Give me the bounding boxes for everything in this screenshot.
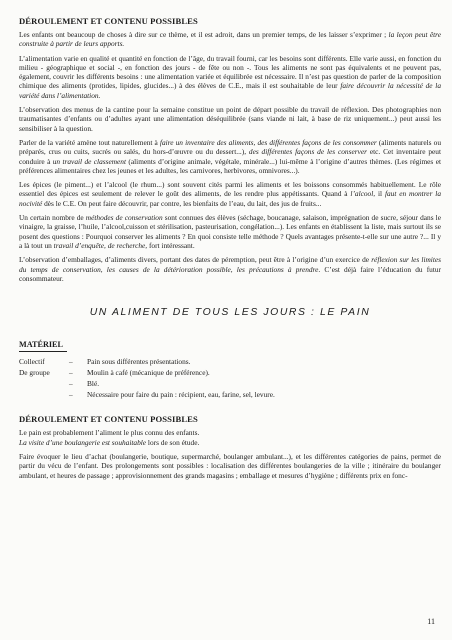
text-run: lors de son étude. bbox=[146, 437, 200, 447]
materiel-item: Nécessaire pour faire du pain : récipient, eau, farine, sel, levure. bbox=[87, 389, 275, 399]
materiel-heading: MATÉRIEL bbox=[19, 340, 63, 350]
page-content bbox=[19, 16, 441, 485]
materiel-row bbox=[19, 390, 441, 401]
emphasis-text: un travail de classement bbox=[52, 156, 127, 166]
text-run: sont connues des élèves (séchage, boucanage, salaison, imprégnation de sucre, séjour dans le vinaigre, la graisse, l’huile, l’alcool,cuisson et stérilisation, pasteurisation, congélation...). Les enfants en établissent la liste, mais surtout ils se posent des questions : Pourquoi conserver les aliments ? En quoi consiste telle méthode ? Quels avantages présente-t-elle sur une autre ?... Il y a là tout un bbox=[19, 213, 441, 250]
paragraph bbox=[19, 438, 441, 447]
emphasis-text: faire découvrir la nécessité de la variété dans l’alimentation. bbox=[19, 81, 441, 100]
materiel-label: De groupe bbox=[19, 367, 50, 377]
emphasis-text: La visite d’une boulangerie est souhaitable bbox=[19, 437, 147, 447]
materiel-item: Pain sous différentes présentations. bbox=[87, 357, 191, 367]
emphasis-text: la leçon peut être construite à partir de leurs apports. bbox=[19, 30, 441, 49]
text-run: il bbox=[375, 189, 385, 199]
paragraph bbox=[19, 105, 441, 133]
emphasis-text: des différentes façons de les conserver bbox=[248, 147, 367, 157]
materiel-row bbox=[19, 368, 441, 379]
text-run: L’observation des menus de la cantine pour la semaine constitue un point de départ possible du travail de réflexion. Des photographies non traumatisantes d’enfants ou d’adultes ayant une alimentation déséquilibrée (sans viande ni lait, à base de riz uniquement...) peut aussi les sensibiliser à la question. bbox=[19, 105, 441, 133]
paragraph bbox=[19, 255, 441, 283]
materiel-item: Moulin à café (mécanique de préférence). bbox=[87, 367, 210, 377]
materiel-label: Collectif bbox=[19, 357, 45, 367]
text-run: Faire évoquer le lieu d’achat (boulangerie, boutique, supermarché, boulanger ambulant...), et les différentes catégories de pains, permet de partir du vécu de l’enfant. Des prolongements sont possibles : localisation des différentes boulangeries de la ville ; itinéraire du boulanger ambulant, et heures de passage ; approvisionnement des grands magasins ; emballage et mesures d’hygiène ; différents prix en fonc- bbox=[19, 451, 441, 480]
emphasis-text: l’alcool, bbox=[350, 189, 376, 199]
list-dash: – bbox=[69, 378, 73, 388]
paragraph bbox=[19, 138, 441, 175]
paragraph bbox=[19, 30, 441, 49]
materiel-row bbox=[19, 379, 441, 390]
chapter-title: UN ALIMENT DE TOUS LES JOURS : LE PAIN bbox=[89, 307, 371, 319]
text-run: Les enfants ont beaucoup de choses à dire sur ce thème, et il est adroit, dans un premier temps, de les laisser s’exprimer ; bbox=[19, 30, 389, 39]
emphasis-text: faut en montrer la nocivité bbox=[19, 189, 442, 208]
text-run: Le pain est probablement l’aliment le plus connu des enfants. bbox=[19, 428, 200, 438]
materiel-row bbox=[19, 357, 441, 368]
paragraph bbox=[19, 54, 441, 100]
paragraph bbox=[19, 452, 441, 480]
paragraph bbox=[19, 213, 441, 250]
list-dash: – bbox=[69, 389, 73, 399]
section-heading: DÉROULEMENT ET CONTENU POSSIBLES bbox=[19, 16, 198, 26]
page-number: 11 bbox=[427, 617, 435, 626]
paragraph bbox=[19, 428, 441, 437]
list-dash: – bbox=[69, 357, 73, 367]
text-run: L’alimentation varie en qualité et quantité en fonction de l’âge, du travail fourni, car les besoins sont différents. Elle varie aussi, en fonction du milieu - géographique et social -, en fonction des jours - de fête ou non -. Tous les aliments ne sont pas équivalents et ne peuvent pas, également, couvrir les différents besoins : une alimentation variée et équilibrée est nécessaire. Il n’est pas question de parler de la composition chimique des aliments (protides, lipides, glucides...) à des élèves de C.E., mais il est souhaitable de leur bbox=[19, 53, 441, 91]
text-run: Un certain nombre de bbox=[19, 213, 86, 223]
paragraph bbox=[19, 180, 441, 208]
heading-underline bbox=[19, 351, 67, 352]
text-run: Les épices (le piment...) et l’alcool (le rhum...) sont souvent cités parmi les aliments et les boissons consommés habituellement. Le rôle essentiel des épices est seulement de relever le goût des aliments, de les rendre plus appétissants. Quand à bbox=[19, 180, 441, 199]
text-run: dès le C.E. On peut faire découvrir, par contre, les bienfaits de l’eau, du lait, des jus de fruits... bbox=[42, 198, 322, 208]
emphasis-text: travail d’enquête, de recherche, bbox=[53, 240, 148, 250]
text-run: L’observation d’emballages, d’aliments divers, portant des dates de péremption, peut être à l’origine d’un exercice de bbox=[19, 255, 372, 265]
list-dash: – bbox=[69, 367, 73, 377]
text-run: (aliments naturels ou préparés, crus ou cuits, sucrés ou salés, du hors-d’œuvre ou du dessert...), bbox=[19, 137, 441, 157]
emphasis-text: méthodes de conservation bbox=[85, 213, 163, 223]
text-run: etc. Cet inventaire peut conduire à bbox=[19, 147, 441, 166]
text-run: . C’est déjà faire l’éducation du futur consommateur. bbox=[19, 264, 441, 283]
text-run: (aliments d’origine animale, végétale, minérale...) lui-même à l’origine d’autres thèmes. (Les régimes et préférences alimentaires chez les jeunes et les adultes, les carnivores, herbivores, omnivores...). bbox=[19, 156, 441, 175]
section-heading: DÉROULEMENT ET CONTENU POSSIBLES bbox=[19, 414, 198, 425]
text-run: Parler de la variété amène tout naturellement à bbox=[19, 137, 160, 147]
emphasis-text: faire un inventaire des aliments, des différentes façons de les consommer bbox=[159, 137, 377, 147]
emphasis-text: réflexion sur les limites du temps de conservation, les causes de la détérioration possible, les précautions à prendre bbox=[19, 255, 441, 274]
materiel-list bbox=[19, 357, 441, 400]
materiel-item: Blé. bbox=[87, 378, 100, 388]
text-run: fort intéressant. bbox=[147, 240, 195, 250]
